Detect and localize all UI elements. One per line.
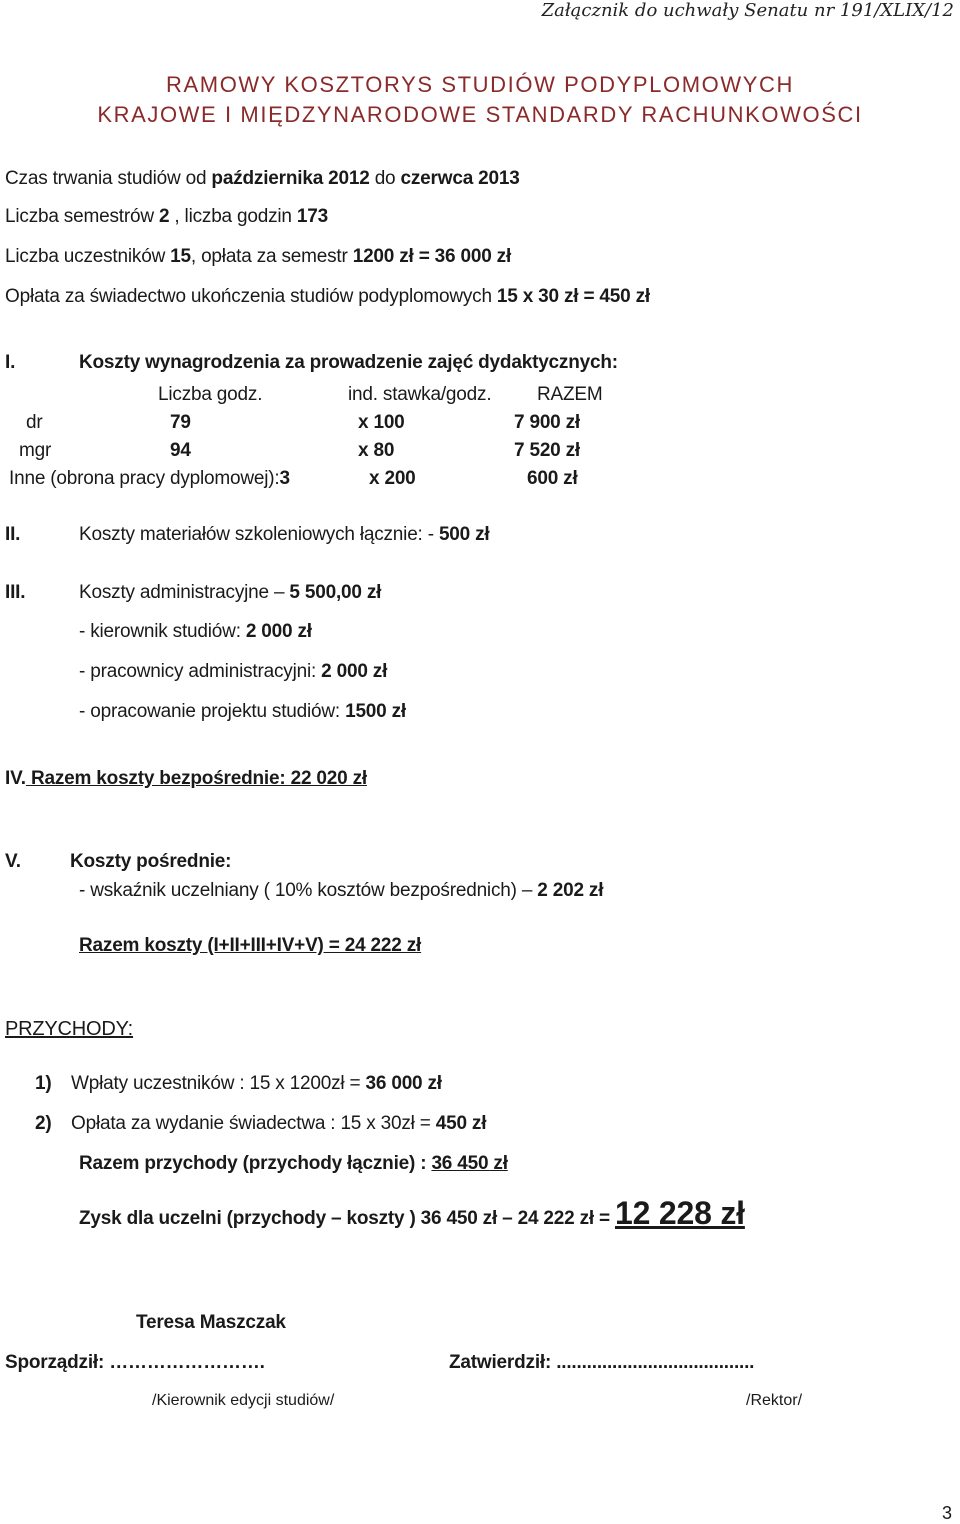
row-mgr-rate: x 80 — [358, 440, 395, 461]
admin-item: - kierownik studiów: 2 000 zł — [79, 621, 312, 642]
column-hours: Liczba godz. — [158, 384, 263, 405]
revenue-item-1-number: 1) — [35, 1073, 52, 1094]
row-mgr-label: mgr — [19, 440, 52, 461]
title-line-2: KRAJOWE I MIĘDZYNARODOWE STANDARDY RACHUNKOWOŚCI — [97, 102, 863, 127]
revenue-item-1: Wpłaty uczestników : 15 x 1200zł = 36 000 zł — [71, 1073, 442, 1094]
row-other-total: 600 zł — [527, 468, 578, 489]
participants-line: Liczba uczestników 15, opłata za semestr 1200 zł = 36 000 zł — [5, 246, 512, 267]
page-number: 3 — [941, 1503, 952, 1523]
section-1-title: Koszty wynagrodzenia za prowadzenie zajęć dydaktycznych: — [79, 352, 618, 373]
revenue-total: Razem przychody (przychody łącznie) : 36 450 zł — [79, 1153, 508, 1174]
row-dr-label: dr — [26, 412, 43, 433]
certificate-line: Opłata za świadectwo ukończenia studiów podyplomowych 15 x 30 zł = 450 zł — [5, 286, 650, 307]
row-dr-hours: 79 — [170, 412, 191, 433]
prepared-role: /Kierownik edycji studiów/ — [152, 1392, 335, 1409]
column-total: RAZEM — [537, 384, 603, 405]
section-2-number: II. — [5, 524, 21, 545]
section-1-number: I. — [5, 352, 16, 373]
row-other: Inne (obrona pracy dyplomowej):3 — [9, 468, 290, 489]
prepared-by: Sporządził: ……………………. — [5, 1352, 265, 1373]
section-3-number: III. — [5, 582, 26, 603]
total-costs: Razem koszty (I+II+III+IV+V) = 24 222 zł — [79, 935, 422, 956]
profit-value: 12 228 zł — [615, 1195, 745, 1231]
approved-role: /Rektor/ — [746, 1392, 803, 1409]
resolution-reference: Załącznik do uchwały Senatu nr 191/XLIX/12 — [541, 0, 954, 21]
section-5-number: V. — [5, 851, 21, 872]
admin-item: - opracowanie projektu studiów: 1500 zł — [79, 701, 407, 722]
row-mgr-hours: 94 — [170, 440, 191, 461]
admin-item: - pracownicy administracyjni: 2 000 zł — [79, 661, 388, 682]
approved-by: Zatwierdził: ....................................... — [449, 1352, 755, 1373]
profit-line: Zysk dla uczelni (przychody – koszty ) 36 450 zł – 24 222 zł = 12 228 zł — [79, 1195, 745, 1231]
revenue-item-2: Opłata za wydanie świadectwa : 15 x 30zł = 450 zł — [71, 1113, 487, 1134]
row-dr-rate: x 100 — [358, 412, 405, 433]
duration-line: Czas trwania studiów od października 2012 do czerwca 2013 — [5, 168, 520, 189]
section-4: IV. Razem koszty bezpośrednie: 22 020 zł — [5, 768, 367, 789]
signatory-name: Teresa Maszczak — [136, 1312, 286, 1333]
row-other-rate: x 200 — [369, 468, 416, 489]
indirect-cost-item: - wskaźnik uczelniany ( 10% kosztów bezpośrednich) – 2 202 zł — [79, 880, 604, 901]
row-dr-total: 7 900 zł — [514, 412, 581, 433]
title-line-1: RAMOWY KOSZTORYS STUDIÓW PODYPLOMOWYCH — [166, 72, 794, 97]
section-5-title: Koszty pośrednie: — [70, 851, 232, 872]
row-mgr-total: 7 520 zł — [514, 440, 581, 461]
section-2-text: Koszty materiałów szkoleniowych łącznie: - 500 zł — [79, 524, 490, 545]
column-rate: ind. stawka/godz. — [348, 384, 492, 405]
section-3-text: Koszty administracyjne – 5 500,00 zł — [79, 582, 382, 603]
semesters-line: Liczba semestrów 2 , liczba godzin 173 — [5, 206, 328, 227]
revenue-item-2-number: 2) — [35, 1113, 52, 1134]
revenue-heading: PRZYCHODY: — [5, 1018, 134, 1040]
